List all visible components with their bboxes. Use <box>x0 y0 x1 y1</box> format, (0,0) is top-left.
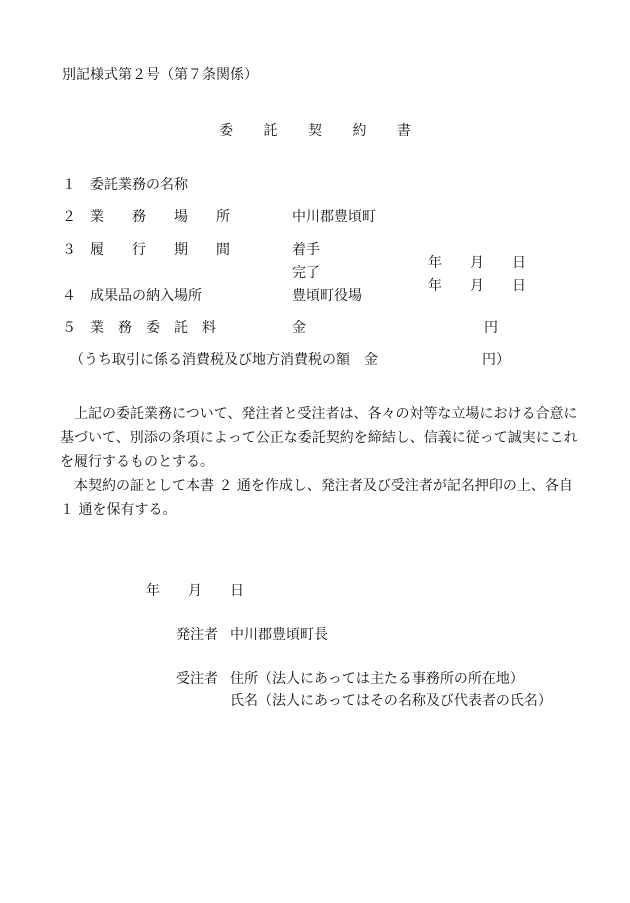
contract-date-year: 年 <box>146 583 160 599</box>
contractor-label: 受注者 <box>176 671 218 687</box>
period-start-day: 日 <box>512 255 526 271</box>
item-location-label: ２ 業 務 場 所 <box>62 209 230 225</box>
orderer-name: 中川郡豊頃町長 <box>230 627 328 643</box>
title-char: 約 <box>352 123 367 139</box>
form-header: 別記様式第２号（第７条関係） <box>62 67 258 83</box>
period-start-year: 年 <box>428 255 442 271</box>
title-char: 書 <box>396 123 411 139</box>
body-paragraph-2: 本契約の証として本書 ２ 通を作成し、発注者及び受注者が記名押印の上、各自 １ 通を保有する。 <box>60 478 573 518</box>
item-fee-yen: 円 <box>484 320 498 336</box>
period-end-row <box>292 264 526 294</box>
tax-yen: 円） <box>482 352 510 368</box>
period-end-month: 月 <box>470 278 484 294</box>
title-char: 契 <box>308 123 322 139</box>
contract-date-month: 月 <box>188 583 202 599</box>
period-end-year: 年 <box>428 278 442 294</box>
item-location-value: 中川郡豊頃町 <box>292 209 376 225</box>
contractor-name-label: 氏名（法人にあってはその名称及び代表者の氏名） <box>230 693 552 709</box>
tax-line: （うち取引に係る消費税及び地方消費税の額 金 <box>70 352 378 368</box>
period-start-label: 着手 <box>292 242 320 258</box>
contractor-address-label: 住所（法人にあっては主たる事務所の所在地） <box>230 671 524 687</box>
item-fee-label: ５ 業 務 委 託 料 <box>62 320 216 336</box>
period-end-day: 日 <box>512 278 526 294</box>
period-end-label: 完了 <box>292 265 320 281</box>
body-paragraph-1: 上記の委託業務について、発注者と受注者は、各々の対等な立場における合意に基づいて、別添の条項によって公正な委託契約を締結し、信義に従って誠実にこれを履行するものとする。 <box>60 406 578 470</box>
title-char: 委 <box>219 123 234 139</box>
item-fee-value: 金 <box>292 320 306 336</box>
period-start-month: 月 <box>470 255 484 271</box>
item-delivery-value: 豊頃町役場 <box>292 288 362 304</box>
title-char: 託 <box>263 123 278 139</box>
contract-date-day: 日 <box>230 583 244 599</box>
orderer-label: 発注者 <box>176 627 218 643</box>
item-business-name-label: １ 委託業務の名称 <box>62 177 188 193</box>
item-delivery-label: ４ 成果品の納入場所 <box>62 288 202 304</box>
period-start-row <box>292 241 526 271</box>
document-title <box>0 122 630 140</box>
item-period-label: ３ 履 行 期 間 <box>62 242 230 258</box>
